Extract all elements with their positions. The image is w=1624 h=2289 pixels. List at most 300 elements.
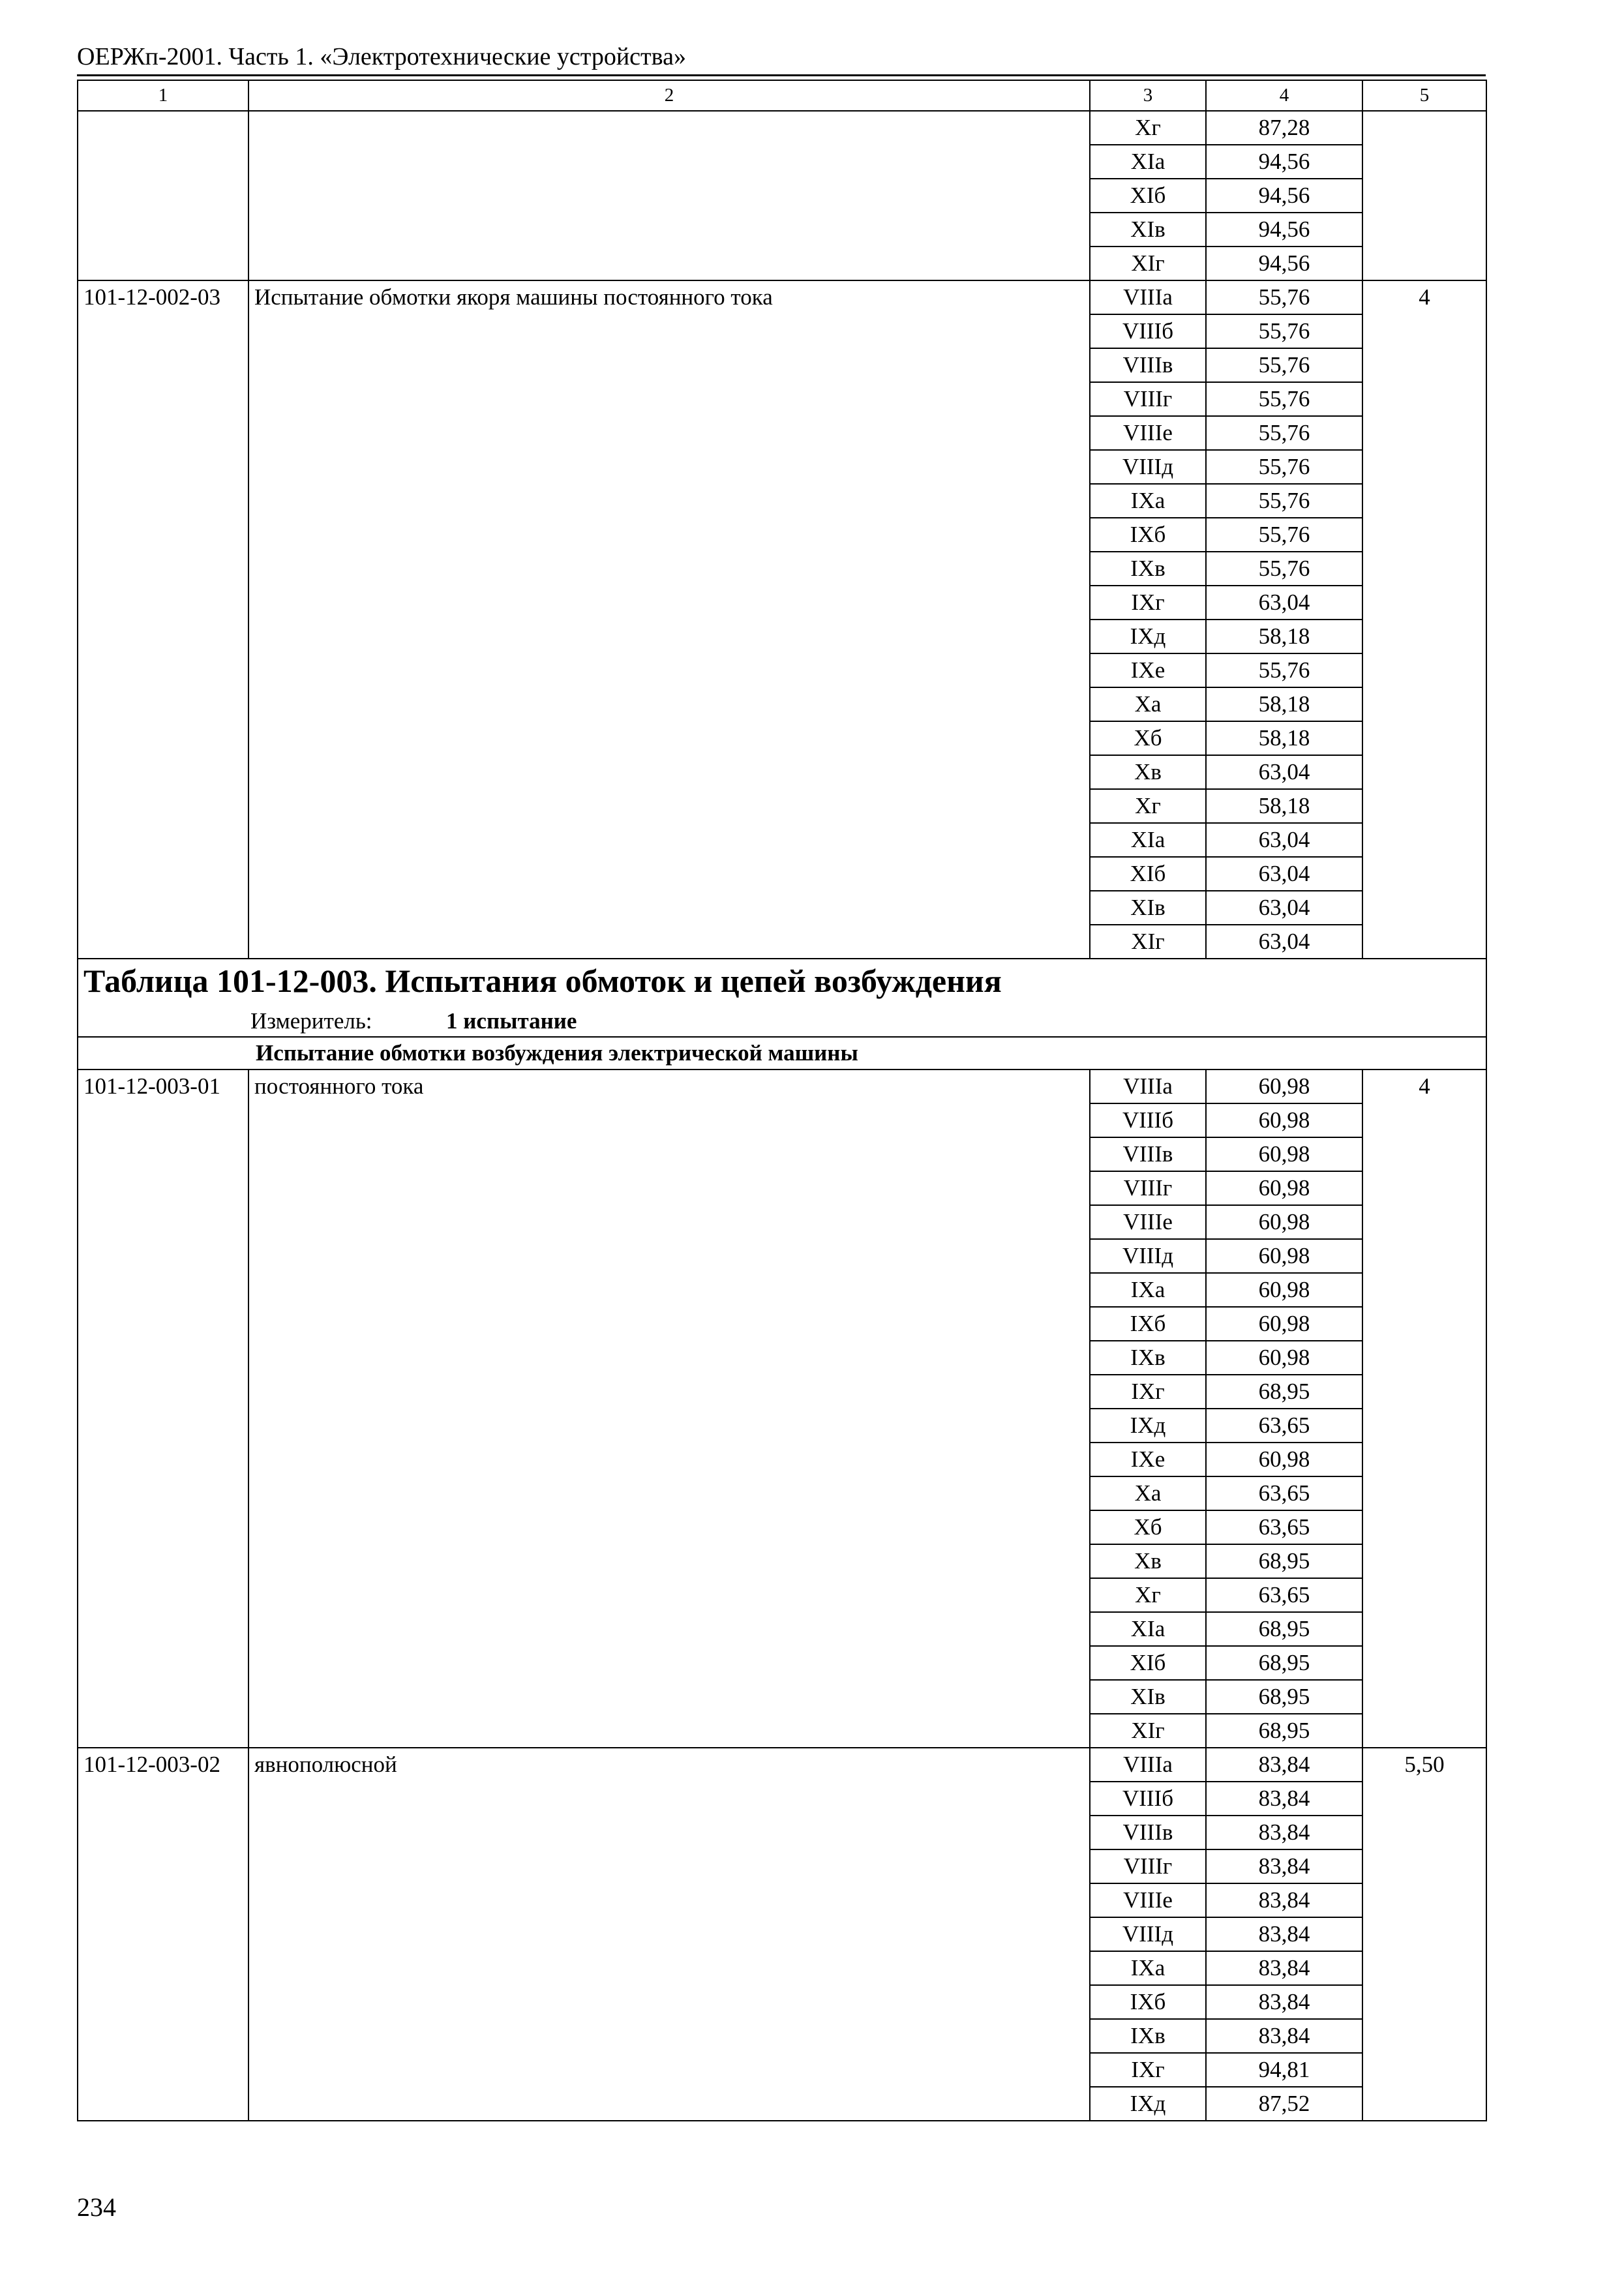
table-row — [78, 1849, 1486, 1883]
name-cell — [248, 1476, 1090, 1510]
table-row — [78, 484, 1486, 518]
zone-cell: VIIIг — [1090, 1171, 1206, 1205]
zone-cell: Xг — [1090, 1578, 1206, 1612]
table-row — [78, 1409, 1486, 1443]
name-cell — [248, 1951, 1090, 1985]
table-row — [78, 1646, 1486, 1680]
page-number: 234 — [77, 2192, 116, 2222]
price-cell: 63,65 — [1206, 1409, 1362, 1443]
name-cell — [248, 1137, 1090, 1171]
table-row — [78, 1510, 1486, 1544]
value-cell — [1362, 1883, 1486, 1917]
value-cell — [1362, 586, 1486, 620]
zone-cell: XIг — [1090, 1714, 1206, 1748]
zone-cell: VIIIб — [1090, 1103, 1206, 1137]
code-cell — [78, 1646, 248, 1680]
value-cell — [1362, 1103, 1486, 1137]
price-cell: 83,84 — [1206, 1748, 1362, 1782]
zone-cell: Xа — [1090, 1476, 1206, 1510]
price-cell: 68,95 — [1206, 1680, 1362, 1714]
value-cell — [1362, 687, 1486, 721]
name-cell — [248, 1849, 1090, 1883]
price-cell: 55,76 — [1206, 518, 1362, 552]
code-cell — [78, 450, 248, 484]
name-cell — [248, 518, 1090, 552]
value-cell — [1362, 1680, 1486, 1714]
zone-cell: XIа — [1090, 823, 1206, 857]
code-cell — [78, 1544, 248, 1578]
value-cell — [1362, 2087, 1486, 2121]
zone-cell: XIа — [1090, 145, 1206, 179]
price-cell: 68,95 — [1206, 1544, 1362, 1578]
price-cell: 58,18 — [1206, 687, 1362, 721]
zone-cell: VIIIб — [1090, 1782, 1206, 1816]
name-cell — [248, 1680, 1090, 1714]
price-cell: 63,04 — [1206, 891, 1362, 925]
name-cell — [248, 552, 1090, 586]
code-cell — [78, 348, 248, 382]
table-row — [78, 1883, 1486, 1917]
code-cell: 101-12-003-02 — [78, 1748, 248, 1782]
name-cell — [248, 1714, 1090, 1748]
name-cell — [248, 2053, 1090, 2087]
name-cell — [248, 1985, 1090, 2019]
name-cell — [248, 653, 1090, 687]
code-cell — [78, 857, 248, 891]
value-cell — [1362, 416, 1486, 450]
value-cell — [1362, 348, 1486, 382]
value-cell — [1362, 1646, 1486, 1680]
zone-cell: IXе — [1090, 1443, 1206, 1476]
zone-cell: VIIIв — [1090, 1137, 1206, 1171]
table-title-cell — [78, 959, 1486, 1006]
measure-label: Измеритель: — [250, 1008, 372, 1034]
code-cell — [78, 1714, 248, 1748]
code-cell — [78, 1273, 248, 1307]
table-row — [78, 145, 1486, 179]
zone-cell: IXв — [1090, 2019, 1206, 2053]
value-cell — [1362, 789, 1486, 823]
price-cell: 83,84 — [1206, 1883, 1362, 1917]
price-cell: 58,18 — [1206, 620, 1362, 653]
code-cell — [78, 1171, 248, 1205]
zone-cell: XIг — [1090, 925, 1206, 959]
name-cell — [248, 1205, 1090, 1239]
column-number-4: 4 — [1206, 80, 1362, 111]
name-cell — [248, 721, 1090, 755]
name-cell — [248, 450, 1090, 484]
table-title-row — [78, 959, 1486, 1006]
column-number-3: 3 — [1090, 80, 1206, 111]
name-cell — [248, 2087, 1090, 2121]
price-cell: 60,98 — [1206, 1205, 1362, 1239]
code-cell — [78, 1883, 248, 1917]
table-row — [78, 416, 1486, 450]
name-cell — [248, 348, 1090, 382]
name-cell — [248, 1578, 1090, 1612]
price-cell: 55,76 — [1206, 484, 1362, 518]
value-cell — [1362, 1307, 1486, 1341]
value-cell — [1362, 2053, 1486, 2087]
name-cell — [248, 687, 1090, 721]
table-row — [78, 280, 1486, 314]
zone-cell: Xв — [1090, 755, 1206, 789]
zone-cell: IXд — [1090, 1409, 1206, 1443]
code-cell — [78, 416, 248, 450]
price-cell: 87,28 — [1206, 111, 1362, 145]
price-cell: 83,84 — [1206, 1985, 1362, 2019]
table-row — [78, 925, 1486, 959]
price-cell: 63,65 — [1206, 1578, 1362, 1612]
table-row — [78, 450, 1486, 484]
name-cell — [248, 111, 1090, 145]
code-cell — [78, 1443, 248, 1476]
name-cell — [248, 179, 1090, 213]
value-cell — [1362, 1612, 1486, 1646]
zone-cell: VIIIв — [1090, 348, 1206, 382]
value-cell — [1362, 1443, 1486, 1476]
code-cell — [78, 213, 248, 247]
subheading-row — [78, 1037, 1486, 1070]
zone-cell: VIIIе — [1090, 416, 1206, 450]
table-row — [78, 2087, 1486, 2121]
price-cell: 55,76 — [1206, 552, 1362, 586]
value-cell — [1362, 1137, 1486, 1171]
code-cell: 101-12-002-03 — [78, 280, 248, 314]
table-row — [78, 687, 1486, 721]
zone-cell: IXв — [1090, 1341, 1206, 1375]
measure-row — [78, 1006, 1486, 1037]
price-cell: 83,84 — [1206, 1816, 1362, 1849]
value-cell — [1362, 382, 1486, 416]
value-cell — [1362, 891, 1486, 925]
code-cell — [78, 518, 248, 552]
code-cell — [78, 111, 248, 145]
table-row — [78, 721, 1486, 755]
zone-cell: IXа — [1090, 484, 1206, 518]
zone-cell: VIIIд — [1090, 1917, 1206, 1951]
value-cell — [1362, 755, 1486, 789]
price-cell: 55,76 — [1206, 348, 1362, 382]
code-cell — [78, 789, 248, 823]
code-cell — [78, 1510, 248, 1544]
zone-cell: IXг — [1090, 586, 1206, 620]
value-cell — [1362, 620, 1486, 653]
zone-cell: VIIIд — [1090, 450, 1206, 484]
value-cell — [1362, 1375, 1486, 1409]
value-cell: 5,50 — [1362, 1748, 1486, 1782]
zone-cell: VIIIа — [1090, 280, 1206, 314]
name-cell — [248, 416, 1090, 450]
value-cell: 4 — [1362, 280, 1486, 314]
name-cell — [248, 1646, 1090, 1680]
name-cell — [248, 789, 1090, 823]
value-cell — [1362, 179, 1486, 213]
code-cell — [78, 1137, 248, 1171]
value-cell — [1362, 1205, 1486, 1239]
name-cell — [248, 891, 1090, 925]
name-cell — [248, 755, 1090, 789]
value-cell — [1362, 1985, 1486, 2019]
name-cell — [248, 314, 1090, 348]
table-row — [78, 552, 1486, 586]
zone-cell: IXа — [1090, 1273, 1206, 1307]
code-cell — [78, 687, 248, 721]
name-cell — [248, 213, 1090, 247]
table-row — [78, 857, 1486, 891]
zone-cell: VIIIа — [1090, 1070, 1206, 1103]
code-cell — [78, 1375, 248, 1409]
zone-cell: XIв — [1090, 891, 1206, 925]
code-cell — [78, 586, 248, 620]
zone-cell: XIа — [1090, 1612, 1206, 1646]
price-cell: 60,98 — [1206, 1137, 1362, 1171]
table-row — [78, 1816, 1486, 1849]
table-row — [78, 382, 1486, 416]
price-cell: 60,98 — [1206, 1103, 1362, 1137]
value-cell — [1362, 653, 1486, 687]
code-cell — [78, 2019, 248, 2053]
name-cell — [248, 1883, 1090, 1917]
zone-cell: VIIIа — [1090, 1748, 1206, 1782]
zone-cell: IXб — [1090, 518, 1206, 552]
code-cell — [78, 1239, 248, 1273]
price-cell: 63,04 — [1206, 586, 1362, 620]
zone-cell: IXг — [1090, 1375, 1206, 1409]
value-cell — [1362, 1273, 1486, 1307]
table-row — [78, 314, 1486, 348]
table-row — [78, 247, 1486, 280]
measure-cell — [78, 1006, 1486, 1037]
code-cell — [78, 1476, 248, 1510]
code-cell — [78, 2087, 248, 2121]
code-cell — [78, 925, 248, 959]
name-cell — [248, 1409, 1090, 1443]
table-row — [78, 1917, 1486, 1951]
table-row — [78, 1985, 1486, 2019]
table-row — [78, 1714, 1486, 1748]
code-cell — [78, 382, 248, 416]
table-row — [78, 789, 1486, 823]
code-cell — [78, 1307, 248, 1341]
name-cell — [248, 1782, 1090, 1816]
table-row — [78, 1748, 1486, 1782]
code-cell — [78, 1782, 248, 1816]
zone-cell: Xв — [1090, 1544, 1206, 1578]
price-cell: 58,18 — [1206, 721, 1362, 755]
table-row — [78, 1375, 1486, 1409]
zone-cell: IXб — [1090, 1985, 1206, 2019]
zone-cell: IXб — [1090, 1307, 1206, 1341]
zone-cell: VIIIг — [1090, 1849, 1206, 1883]
price-cell: 83,84 — [1206, 1782, 1362, 1816]
zone-cell: XIб — [1090, 857, 1206, 891]
price-cell: 68,95 — [1206, 1646, 1362, 1680]
name-cell — [248, 1510, 1090, 1544]
name-cell — [248, 247, 1090, 280]
code-cell — [78, 721, 248, 755]
price-cell: 60,98 — [1206, 1070, 1362, 1103]
table-row — [78, 1273, 1486, 1307]
code-cell — [78, 1578, 248, 1612]
value-cell — [1362, 1849, 1486, 1883]
code-cell — [78, 653, 248, 687]
table-row — [78, 2053, 1486, 2087]
code-cell — [78, 1612, 248, 1646]
value-cell — [1362, 484, 1486, 518]
code-cell — [78, 1103, 248, 1137]
name-cell — [248, 382, 1090, 416]
value-cell — [1362, 213, 1486, 247]
code-cell — [78, 1816, 248, 1849]
price-cell: 55,76 — [1206, 280, 1362, 314]
price-cell: 60,98 — [1206, 1307, 1362, 1341]
table-row — [78, 1137, 1486, 1171]
zone-cell: XIв — [1090, 1680, 1206, 1714]
table-row — [78, 1951, 1486, 1985]
table-row — [78, 1070, 1486, 1103]
value-cell — [1362, 518, 1486, 552]
zone-cell: VIIIв — [1090, 1816, 1206, 1849]
name-cell — [248, 2019, 1090, 2053]
price-cell: 55,76 — [1206, 450, 1362, 484]
zone-cell: Xб — [1090, 721, 1206, 755]
table-row — [78, 2019, 1486, 2053]
value-cell — [1362, 450, 1486, 484]
value-cell — [1362, 1341, 1486, 1375]
zone-cell: IXд — [1090, 2087, 1206, 2121]
price-cell: 63,04 — [1206, 857, 1362, 891]
code-cell — [78, 179, 248, 213]
price-cell: 68,95 — [1206, 1714, 1362, 1748]
zone-cell: IXе — [1090, 653, 1206, 687]
zone-cell: Xг — [1090, 789, 1206, 823]
table-row — [78, 1544, 1486, 1578]
name-cell — [248, 1103, 1090, 1137]
value-cell: 4 — [1362, 1070, 1486, 1103]
price-cell: 63,65 — [1206, 1510, 1362, 1544]
value-cell — [1362, 111, 1486, 145]
name-cell — [248, 925, 1090, 959]
code-cell — [78, 1849, 248, 1883]
name-cell: явнополюсной — [248, 1748, 1090, 1782]
table-row — [78, 620, 1486, 653]
name-cell — [248, 1612, 1090, 1646]
price-cell: 60,98 — [1206, 1443, 1362, 1476]
zone-cell: XIб — [1090, 179, 1206, 213]
table-row — [78, 1239, 1486, 1273]
table-row — [78, 518, 1486, 552]
name-cell — [248, 1171, 1090, 1205]
price-cell: 94,81 — [1206, 2053, 1362, 2087]
price-cell: 63,04 — [1206, 755, 1362, 789]
name-cell — [248, 1273, 1090, 1307]
code-cell — [78, 247, 248, 280]
code-cell — [78, 145, 248, 179]
zone-cell: IXв — [1090, 552, 1206, 586]
price-cell: 60,98 — [1206, 1171, 1362, 1205]
zone-cell: VIIIг — [1090, 382, 1206, 416]
value-cell — [1362, 1578, 1486, 1612]
zone-cell: VIIIд — [1090, 1239, 1206, 1273]
price-cell: 55,76 — [1206, 416, 1362, 450]
table-row — [78, 1782, 1486, 1816]
price-cell: 83,84 — [1206, 1849, 1362, 1883]
value-cell — [1362, 1816, 1486, 1849]
table-row — [78, 111, 1486, 145]
price-cell: 94,56 — [1206, 145, 1362, 179]
value-cell — [1362, 1917, 1486, 1951]
price-cell: 87,52 — [1206, 2087, 1362, 2121]
zone-cell: Xг — [1090, 111, 1206, 145]
code-cell — [78, 2053, 248, 2087]
code-cell — [78, 1951, 248, 1985]
code-cell — [78, 1985, 248, 2019]
value-cell — [1362, 1476, 1486, 1510]
name-cell — [248, 1917, 1090, 1951]
name-cell — [248, 1239, 1090, 1273]
table-title: Таблица 101-12-003. Испытания обмоток и цепей возбуждения — [83, 963, 1002, 999]
price-cell: 60,98 — [1206, 1273, 1362, 1307]
value-cell — [1362, 314, 1486, 348]
price-cell: 55,76 — [1206, 653, 1362, 687]
table-row — [78, 1443, 1486, 1476]
zone-cell: XIв — [1090, 213, 1206, 247]
zone-cell: VIIIе — [1090, 1883, 1206, 1917]
value-cell — [1362, 857, 1486, 891]
value-cell — [1362, 721, 1486, 755]
price-cell: 60,98 — [1206, 1341, 1362, 1375]
table-row — [78, 1578, 1486, 1612]
name-cell — [248, 857, 1090, 891]
table-row — [78, 1171, 1486, 1205]
value-cell — [1362, 1714, 1486, 1748]
code-cell — [78, 1341, 248, 1375]
value-cell — [1362, 1239, 1486, 1273]
code-cell — [78, 1917, 248, 1951]
zone-cell: Xа — [1090, 687, 1206, 721]
zone-cell: XIг — [1090, 247, 1206, 280]
price-cell: 83,84 — [1206, 1951, 1362, 1985]
code-cell — [78, 484, 248, 518]
code-cell — [78, 552, 248, 586]
value-cell — [1362, 552, 1486, 586]
name-cell — [248, 1307, 1090, 1341]
price-cell: 63,04 — [1206, 925, 1362, 959]
code-cell — [78, 620, 248, 653]
name-cell — [248, 586, 1090, 620]
value-cell — [1362, 247, 1486, 280]
zone-cell: VIIIе — [1090, 1205, 1206, 1239]
price-cell: 94,56 — [1206, 179, 1362, 213]
table-row — [78, 1307, 1486, 1341]
value-cell — [1362, 1510, 1486, 1544]
price-cell: 68,95 — [1206, 1612, 1362, 1646]
price-cell: 94,56 — [1206, 247, 1362, 280]
code-cell — [78, 755, 248, 789]
running-title: ОЕРЖп-2001. Часть 1. «Электротехнические устройства» — [77, 43, 686, 70]
table-row — [78, 1103, 1486, 1137]
table-row — [78, 755, 1486, 789]
table-row — [78, 1476, 1486, 1510]
name-cell — [248, 620, 1090, 653]
measure-value: 1 испытание — [446, 1008, 577, 1034]
name-cell — [248, 1341, 1090, 1375]
price-table — [77, 80, 1487, 2121]
subheading: Испытание обмотки возбуждения электрической машины — [78, 1037, 1486, 1070]
code-cell: 101-12-003-01 — [78, 1070, 248, 1103]
code-cell — [78, 1680, 248, 1714]
